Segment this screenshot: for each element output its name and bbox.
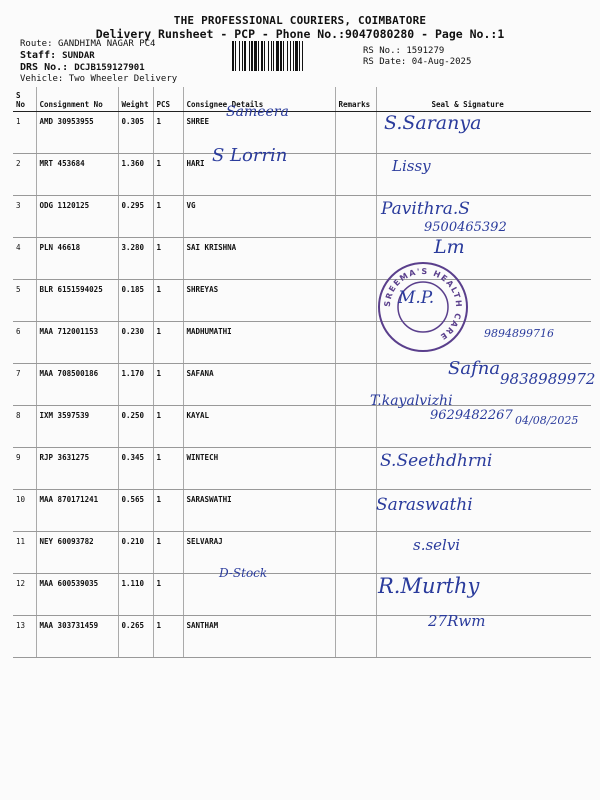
table-row (13, 616, 591, 658)
rs-date-label: RS Date: (363, 57, 407, 67)
cell-weight: 0.305 (118, 112, 153, 154)
cell-sno: 7 (13, 364, 36, 406)
cell-weight: 0.565 (118, 490, 153, 532)
cell-consignment: MAA 708500186 (36, 364, 118, 406)
handwritten-consignee-name: S Lorrin (212, 145, 288, 166)
handwritten-phone: 9838989972 (500, 370, 596, 388)
cell-consignee: SANTHAM (183, 616, 335, 658)
handwritten-signature: R.Murthy (378, 574, 480, 598)
cell-weight: 0.230 (118, 322, 153, 364)
cell-weight: 1.170 (118, 364, 153, 406)
staff-value: SUNDAR (62, 51, 95, 61)
route-line (20, 39, 155, 49)
cell-consignment: MRT 453684 (36, 154, 118, 196)
cell-sno: 5 (13, 280, 36, 322)
cell-pcs: 1 (153, 196, 183, 238)
cell-pcs: 1 (153, 574, 183, 616)
cell-sno: 11 (13, 532, 36, 574)
cell-consignee: SHREYAS (183, 280, 335, 322)
table-row (13, 154, 591, 196)
cell-consignee: SAI KRISHNA (183, 238, 335, 280)
cell-weight: 0.265 (118, 616, 153, 658)
cell-remarks (335, 280, 376, 322)
cell-remarks (335, 154, 376, 196)
handwritten-phone: 9500465392 (424, 220, 507, 235)
cell-sno: 13 (13, 616, 36, 658)
table-row (13, 112, 591, 154)
rs-no-line (363, 46, 444, 56)
cell-weight: 0.345 (118, 448, 153, 490)
cell-remarks (335, 490, 376, 532)
cell-pcs: 1 (153, 532, 183, 574)
cell-consignee: SELVARAJ (183, 532, 335, 574)
cell-sno: 10 (13, 490, 36, 532)
cell-weight: 1.360 (118, 154, 153, 196)
cell-consignee: MADHUMATHI (183, 322, 335, 364)
cell-weight: 0.185 (118, 280, 153, 322)
cell-signature (376, 532, 591, 574)
cell-pcs: 1 (153, 280, 183, 322)
cell-consignment: ODG 1120125 (36, 196, 118, 238)
cell-remarks (335, 112, 376, 154)
table-row (13, 238, 591, 280)
table-row (13, 574, 591, 616)
route-label: Route: (20, 39, 53, 49)
company-title: THE PROFESSIONAL COURIERS, COIMBATORE (173, 14, 427, 27)
handwritten-note: 27Rwm (428, 612, 486, 630)
cell-consignment: BLR 6151594025 (36, 280, 118, 322)
cell-consignee: SHREE (183, 112, 335, 154)
cell-consignment: AMD 30953955 (36, 112, 118, 154)
handwritten-signature: s.selvi (413, 536, 461, 554)
col-header-remarks: Remarks (335, 87, 376, 112)
cell-weight: 0.250 (118, 406, 153, 448)
cell-remarks (335, 196, 376, 238)
handwritten-signature: Lissy (392, 157, 431, 175)
cell-weight: 3.280 (118, 238, 153, 280)
drs-line (20, 62, 145, 73)
table-row (13, 490, 591, 532)
cell-sno: 2 (13, 154, 36, 196)
cell-consignee: HARI (183, 154, 335, 196)
col-header-weight: Weight (118, 87, 153, 112)
cell-pcs: 1 (153, 364, 183, 406)
cell-pcs: 1 (153, 154, 183, 196)
handwritten-consignee-name: Sameera (226, 104, 289, 120)
cell-weight: 1.110 (118, 574, 153, 616)
table-header-row (13, 87, 591, 112)
handwritten-signature: Saraswathi (376, 495, 473, 515)
cell-pcs: 1 (153, 238, 183, 280)
cell-consignee: WINTECH (183, 448, 335, 490)
vehicle-value: Two Wheeler Delivery (68, 74, 178, 84)
table-row (13, 448, 591, 490)
cell-sno: 6 (13, 322, 36, 364)
cell-sno: 12 (13, 574, 36, 616)
cell-pcs: 1 (153, 112, 183, 154)
rs-no-label: RS No.: (363, 46, 401, 56)
table-row (13, 532, 591, 574)
cell-consignee: VG (183, 196, 335, 238)
cell-pcs: 1 (153, 448, 183, 490)
col-header-consignment: Consignment No (36, 87, 118, 112)
handwritten-signature: Safna (448, 358, 501, 379)
cell-consignee: SAFANA (183, 364, 335, 406)
cell-remarks (335, 574, 376, 616)
handwritten-phone: 9629482267 (430, 408, 513, 423)
cell-sno: 3 (13, 196, 36, 238)
table-row (13, 280, 591, 322)
cell-consignee: KAYAL (183, 406, 335, 448)
cell-remarks (335, 616, 376, 658)
rs-no-value: 1591279 (406, 46, 445, 56)
cell-consignee: SARASWATHI (183, 490, 335, 532)
handwritten-signature: Lm (434, 236, 465, 258)
handwritten-signature: Pavithra.S (381, 199, 470, 219)
drs-value: DCJB159127901 (74, 63, 145, 73)
vehicle-line (20, 74, 177, 84)
cell-remarks (335, 238, 376, 280)
col-header-signature: Seal & Signature (376, 87, 591, 112)
cell-consignment: MAA 600539035 (36, 574, 118, 616)
cell-sno: 1 (13, 112, 36, 154)
col-header-consignee: Consignee Details (183, 87, 335, 112)
cell-remarks (335, 322, 376, 364)
handwritten-signature: T.kayalvizhi (370, 393, 453, 409)
rs-date-value: 04-Aug-2025 (411, 57, 472, 67)
barcode (231, 41, 359, 71)
cell-pcs: 1 (153, 490, 183, 532)
rs-date-line (363, 57, 471, 67)
runsheet-subtitle: Delivery Runsheet - PCP - Phone No.:9047080280 - Page No.:1 (95, 27, 505, 41)
cell-sno: 8 (13, 406, 36, 448)
handwritten-phone: 9894899716 (484, 327, 554, 340)
cell-remarks (335, 406, 376, 448)
svg-text:SREEMA'S HEALTH CARE: SREEMA'S HEALTH CARE (382, 266, 464, 342)
cell-pcs: 1 (153, 616, 183, 658)
cell-sno: 9 (13, 448, 36, 490)
handwritten-remark: D-Stock (219, 566, 268, 580)
cell-weight: 0.210 (118, 532, 153, 574)
staff-label: Staff: (20, 50, 57, 61)
vehicle-label: Vehicle: (20, 74, 64, 84)
cell-remarks (335, 532, 376, 574)
cell-pcs: 1 (153, 406, 183, 448)
handwritten-signature: M.P. (398, 288, 435, 308)
cell-pcs: 1 (153, 322, 183, 364)
drs-label: DRS No.: (20, 62, 69, 73)
cell-consignment: MAA 712001153 (36, 322, 118, 364)
handwritten-signature: S.Seethdhrni (380, 451, 493, 471)
cell-consignment: MAA 870171241 (36, 490, 118, 532)
cell-consignment: RJP 3631275 (36, 448, 118, 490)
cell-weight: 0.295 (118, 196, 153, 238)
route-value: GANDHIMA NAGAR PC4 (57, 39, 156, 49)
staff-line (20, 50, 95, 61)
cell-consignment: PLN 46618 (36, 238, 118, 280)
cell-remarks (335, 448, 376, 490)
cell-consignment: MAA 303731459 (36, 616, 118, 658)
cell-consignment: IXM 3597539 (36, 406, 118, 448)
col-header-pcs: PCS (153, 87, 183, 112)
cell-sno: 4 (13, 238, 36, 280)
handwritten-signature: S.Saranya (384, 112, 482, 134)
handwritten-date: 04/08/2025 (515, 414, 579, 427)
cell-consignment: NEY 60093782 (36, 532, 118, 574)
col-header-sno: S No (13, 87, 36, 112)
